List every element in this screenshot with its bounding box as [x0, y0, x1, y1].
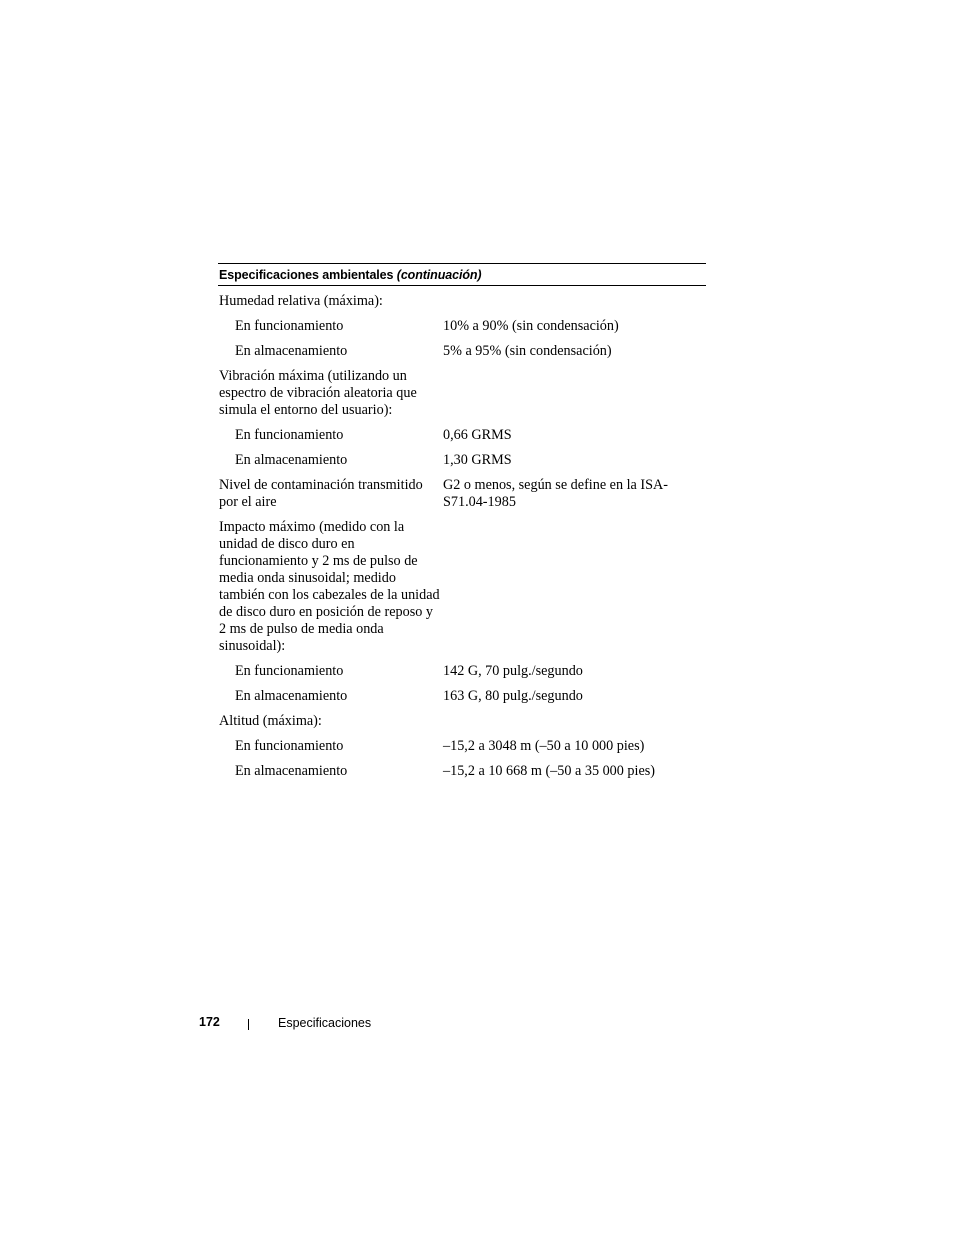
row-label: Vibración máxima (utilizando un espectro de vibración aleatoria que simula el entorno del usuario): [219, 368, 417, 418]
row-label: Altitud (máxima): [219, 713, 322, 729]
row-value: 142 G, 70 pulg./segundo [443, 663, 583, 679]
row-label: Nivel de contaminación transmitido por el aire [219, 477, 423, 510]
table-row [218, 684, 706, 709]
table-row [218, 659, 706, 684]
row-value: 5% a 95% (sin condensación) [443, 343, 612, 359]
table-title-suffix: (continuación) [396, 268, 482, 282]
table-body [218, 286, 706, 784]
row-value [443, 519, 706, 655]
row-value [443, 293, 706, 310]
row-label: En funcionamiento [235, 318, 344, 334]
row-value [443, 713, 706, 730]
row-value: G2 o menos, según se define en la ISA-S71.04-1985 [443, 477, 668, 510]
row-label: Humedad relativa (máxima): [219, 293, 383, 309]
table-row [218, 364, 706, 423]
row-label: En almacenamiento [235, 343, 348, 359]
row-value: 0,66 GRMS [443, 427, 512, 443]
table-row [218, 515, 706, 659]
section-name: Especificaciones [278, 1016, 372, 1030]
table-title: Especificaciones ambientales [219, 268, 394, 282]
row-label: En funcionamiento [235, 663, 344, 679]
row-value: 1,30 GRMS [443, 452, 512, 468]
table-row [218, 289, 706, 314]
table-row [218, 339, 706, 364]
page-number: 172 [199, 1015, 220, 1029]
footer-divider [248, 1019, 249, 1030]
table-row [218, 709, 706, 734]
table-row [218, 759, 706, 784]
table-row [218, 473, 706, 515]
table-row [218, 314, 706, 339]
row-value: 163 G, 80 pulg./segundo [443, 688, 583, 704]
row-value: –15,2 a 3048 m (–50 a 10 000 pies) [443, 738, 645, 754]
row-value: 10% a 90% (sin condensación) [443, 318, 619, 334]
specifications-table [218, 263, 706, 784]
table-row [218, 734, 706, 759]
row-label: En funcionamiento [235, 738, 344, 754]
row-label: En almacenamiento [235, 763, 348, 779]
row-value [443, 368, 706, 419]
row-label: En almacenamiento [235, 688, 348, 704]
table-row [218, 448, 706, 473]
row-value: –15,2 a 10 668 m (–50 a 35 000 pies) [443, 763, 655, 779]
row-label: En almacenamiento [235, 452, 348, 468]
table-row [218, 423, 706, 448]
row-label: Impacto máximo (medido con la unidad de disco duro en funcionamiento y 2 ms de pulso de media onda sinusoidal; medido también con los cabezales de la unidad de disco duro en posición de reposo y 2 ms de pulso de media onda sinusoidal): [219, 519, 440, 654]
table-header [218, 264, 706, 286]
row-label: En funcionamiento [235, 427, 344, 443]
